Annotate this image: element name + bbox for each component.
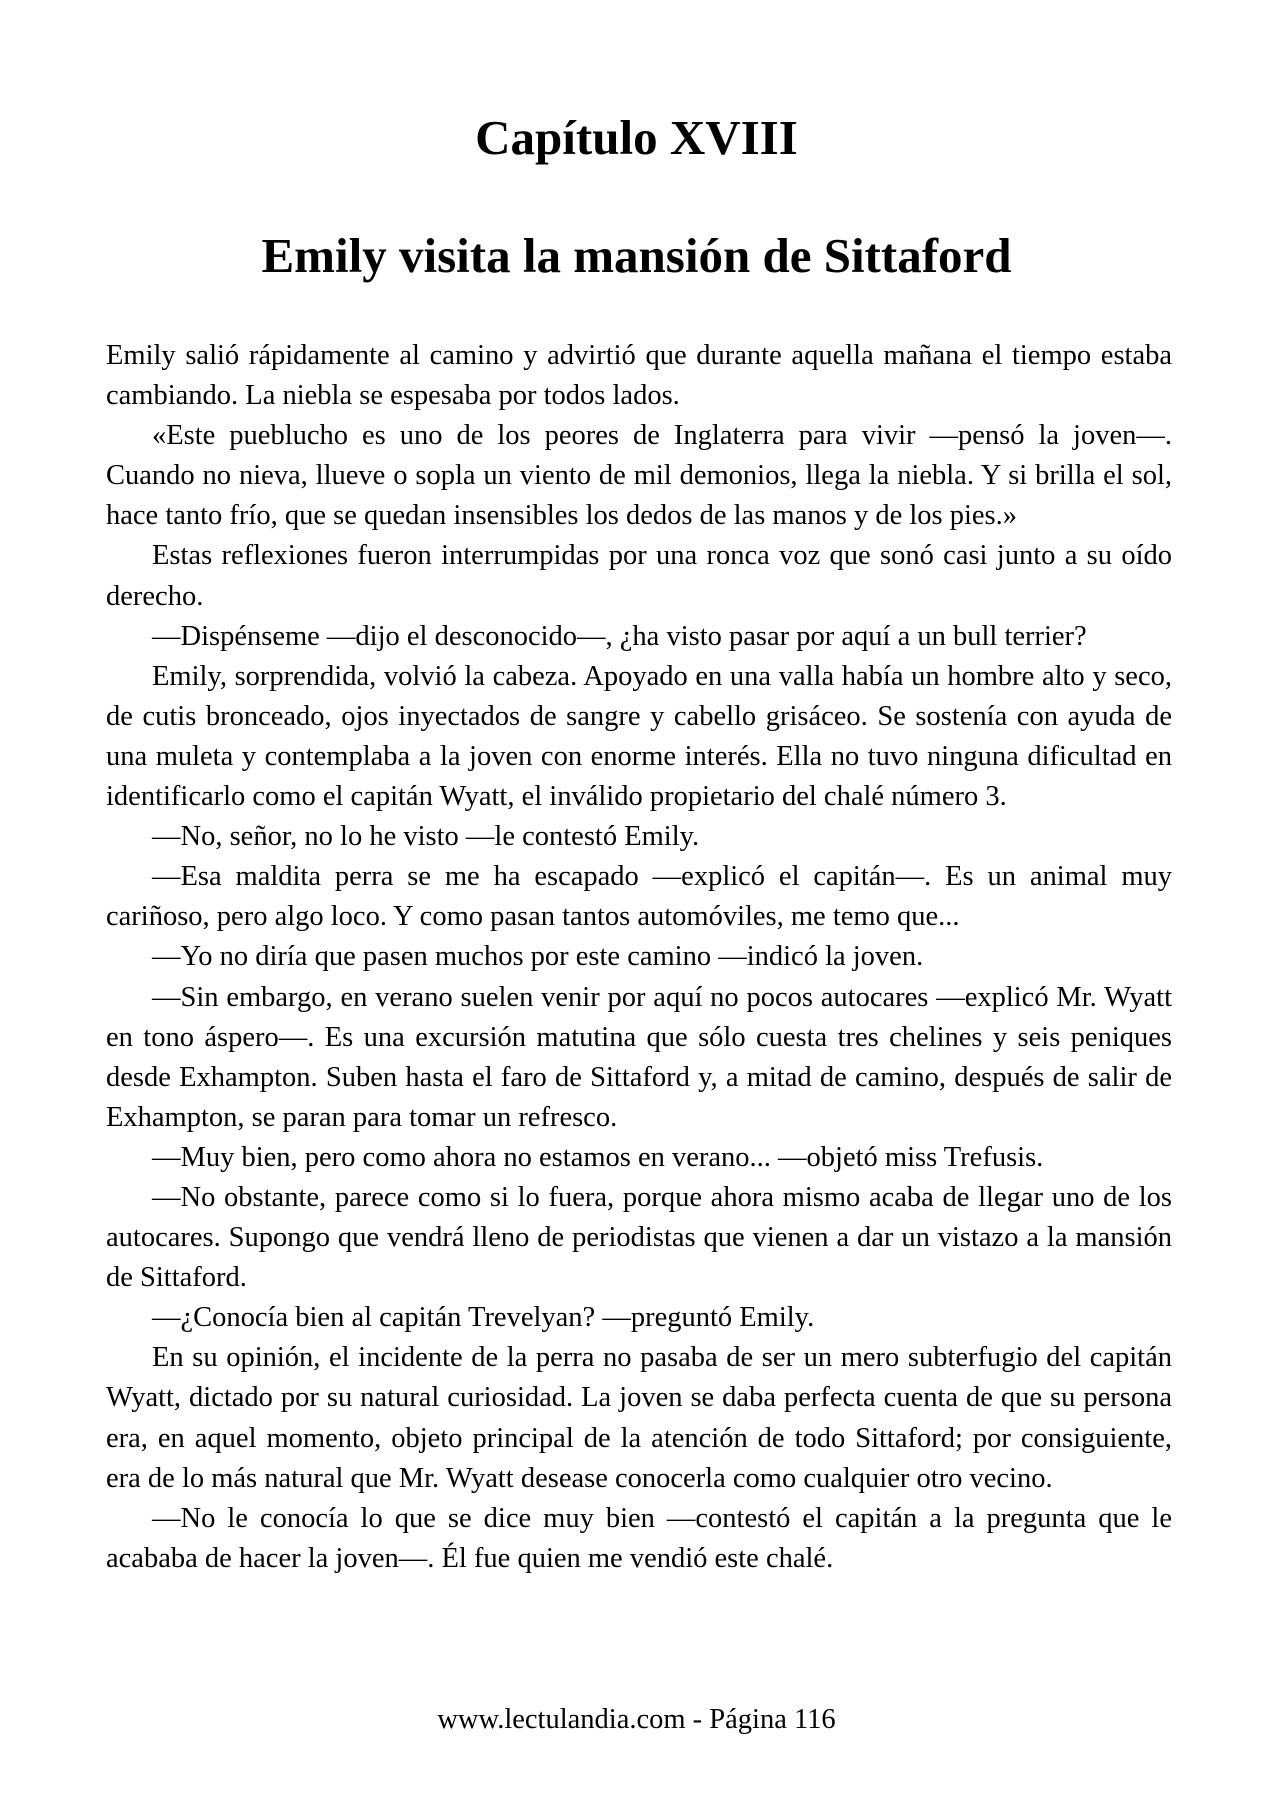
paragraph: Emily salió rápidamente al camino y advirtió que durante aquella mañana el tiempo estaba cambiando. La niebla se espesaba por todos lados. [106, 340, 1172, 412]
paragraph: —Yo no diría que pasen muchos por este camino —indicó la joven. [152, 941, 924, 973]
paragraph: —No le conocía lo que se dice muy bien —contestó el capitán a la pregunta que le acababa de hacer la joven—. Él fue quien me vendió este chalé. [106, 1502, 1172, 1574]
paragraph: —Esa maldita perra se me ha escapado —explicó el capitán—. Es un animal muy cariñoso, pero algo loco. Y como pasan tantos automóviles, me temo que... [106, 861, 1172, 933]
paragraph: Emily, sorprendida, volvió la cabeza. Apoyado en una valla había un hombre alto y seco, de cutis bronceado, ojos inyectados de sangre y cabello grisáceo. Se sostenía con ayuda de una muleta y contemplaba a la joven con enorme interés. Ella no tuvo ninguna dificultad en identificarlo como el capitán Wyatt, el inválido propietario del chalé número 3. [106, 660, 1172, 813]
paragraph: —Muy bien, pero como ahora no estamos en verano... —objetó miss Trefusis. [152, 1141, 1044, 1173]
page-footer: www.lectulandia.com - Página 116 [437, 1704, 836, 1735]
paragraph: —Sin embargo, en verano suelen venir por aquí no pocos autocares —explicó Mr. Wyatt en tono áspero—. Es una excursión matutina que sólo cuesta tres chelines y seis peniques desde Exhampton. Suben hasta el faro de Sittaford y, a mitad de camino, después de salir de Exhampton, se paran para tomar un refresco. [106, 981, 1172, 1133]
paragraph: Estas reflexiones fueron interrumpidas por una ronca voz que sonó casi junto a su oído derecho. [106, 540, 1172, 612]
chapter-number: Capítulo XVIII [475, 110, 798, 165]
paragraph: «Este pueblucho es uno de los peores de Inglaterra para vivir —pensó la joven—. Cuando no nieva, llueve o sopla un viento de mil demonios, llega la niebla. Y si brilla el sol, hace tanto frío, que se quedan insensibles los dedos de las manos y de los pies.» [106, 420, 1172, 532]
paragraph: —No, señor, no lo he visto —le contestó Emily. [152, 821, 700, 853]
paragraph: —Dispénseme —dijo el desconocido—, ¿ha visto pasar por aquí a un bull terrier? [152, 620, 1087, 652]
paragraph: En su opinión, el incidente de la perra no pasaba de ser un mero subterfugio del capitán Wyatt, dictado por su natural curiosidad. La joven se daba perfecta cuenta de que su persona era, en aquel momento, objeto principal de la atención de todo Sittaford; por consiguiente, era de lo más natural que Mr. Wyatt desease conocerla como cualquier otro vecino. [106, 1342, 1172, 1494]
chapter-body [106, 336, 1172, 1579]
paragraph: —No obstante, parece como si lo fuera, porque ahora mismo acaba de llegar uno de los autocares. Supongo que vendrá lleno de periodistas que vienen a dar un vistazo a la mansión de Sittaford. [106, 1181, 1172, 1294]
paragraph: —¿Conocía bien al capitán Trevelyan? —preguntó Emily. [152, 1302, 815, 1334]
chapter-title: Emily visita la mansión de Sittaford [261, 228, 1012, 283]
